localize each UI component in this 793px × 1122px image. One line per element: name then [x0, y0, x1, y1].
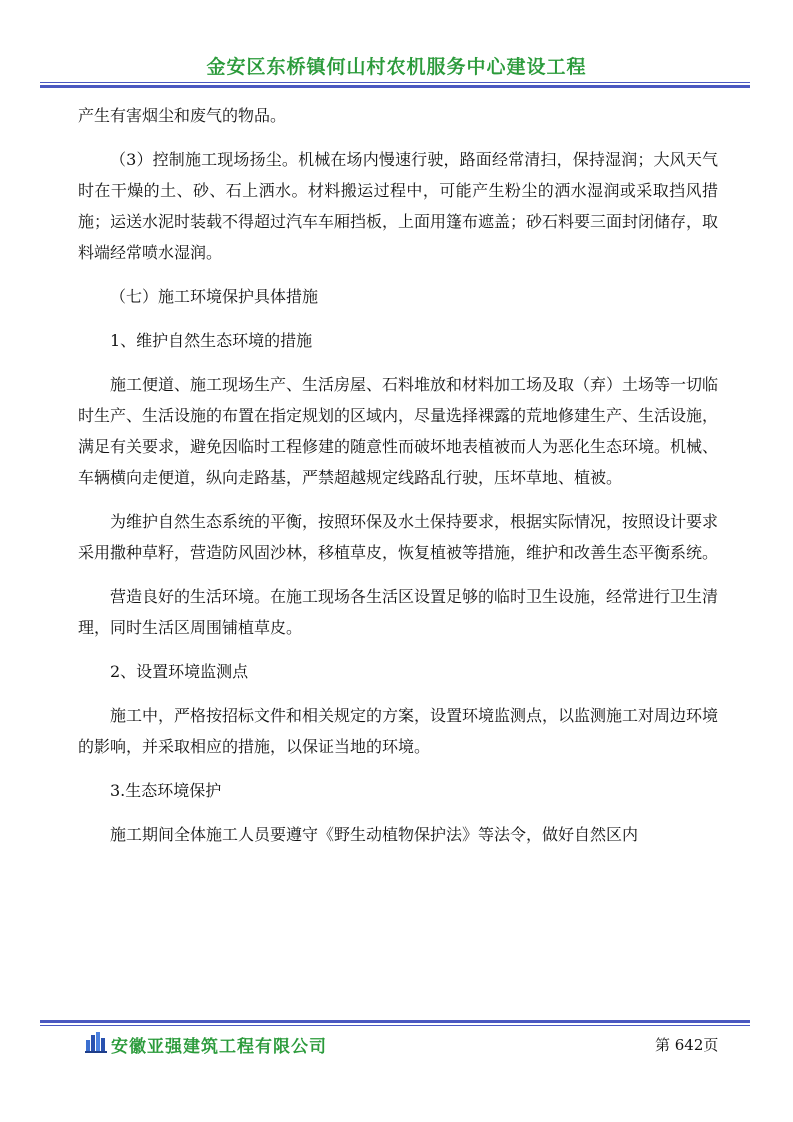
header-rule-thick: [40, 85, 750, 88]
paragraph: 施工中，严格按招标文件和相关规定的方案，设置环境监测点，以监测施工对周边环境的影响，并采取相应的措施，以保证当地的环境。: [78, 706, 719, 756]
subsection-heading: 1、维护自然生态环境的措施: [110, 331, 313, 350]
subsection-heading: 3.生态环境保护: [110, 781, 222, 800]
paragraph: 施工期间全体施工人员要遵守《野生动植物保护法》等法令，做好自然区内: [110, 825, 639, 844]
paragraph: （3）控制施工现场扬尘。机械在场内慢速行驶，路面经常清扫，保持湿润；大风天气时在干燥的土、砂、石上洒水。材料搬运过程中，可能产生粉尘的洒水湿润或采取挡风措施；运送水泥时装载不得超过汽车车厢挡板，上面用篷布遮盖；砂石料要三面封闭储存，取料端经常喷水湿润。: [78, 150, 719, 262]
section-heading: （七）施工环境保护具体措施: [110, 287, 319, 306]
building-logo-icon: [85, 1031, 107, 1053]
paragraph: 营造良好的生活环境。在施工现场各生活区设置足够的临时卫生设施，经常进行卫生清理，同时生活区周围铺植草皮。: [78, 587, 719, 637]
paragraph: 施工便道、施工现场生产、生活房屋、石料堆放和材料加工场及取（弃）土场等一切临时生产、生活设施的布置在指定规划的区域内，尽量选择裸露的荒地修建生产、生活设施，满足有关要求，避免因临时工程修建的随意性而破坏地表植被而人为恶化生态环境。机械、车辆横向走便道，纵向走路基，严禁超越规定线路乱行驶，压坏草地、植被。: [78, 375, 719, 487]
footer-company-name: 安徽亚强建筑工程有限公司: [111, 1037, 327, 1057]
footer-rule-thick: [40, 1020, 750, 1023]
header-title: 金安区东桥镇何山村农机服务中心建设工程: [206, 56, 587, 78]
page-number: 第 642页: [655, 1036, 719, 1054]
footer-rule-thin: [40, 1025, 750, 1026]
header-rule-thin: [40, 82, 750, 83]
subsection-heading: 2、设置环境监测点: [110, 662, 249, 681]
paragraph: 产生有害烟尘和废气的物品。: [78, 106, 287, 125]
document-body: [78, 100, 718, 863]
paragraph: 为维护自然生态系统的平衡，按照环保及水土保持要求，根据实际情况，按照设计要求采用撒种草籽，营造防风固沙林，移植草皮，恢复植被等措施，维护和改善生态平衡系统。: [78, 512, 719, 562]
